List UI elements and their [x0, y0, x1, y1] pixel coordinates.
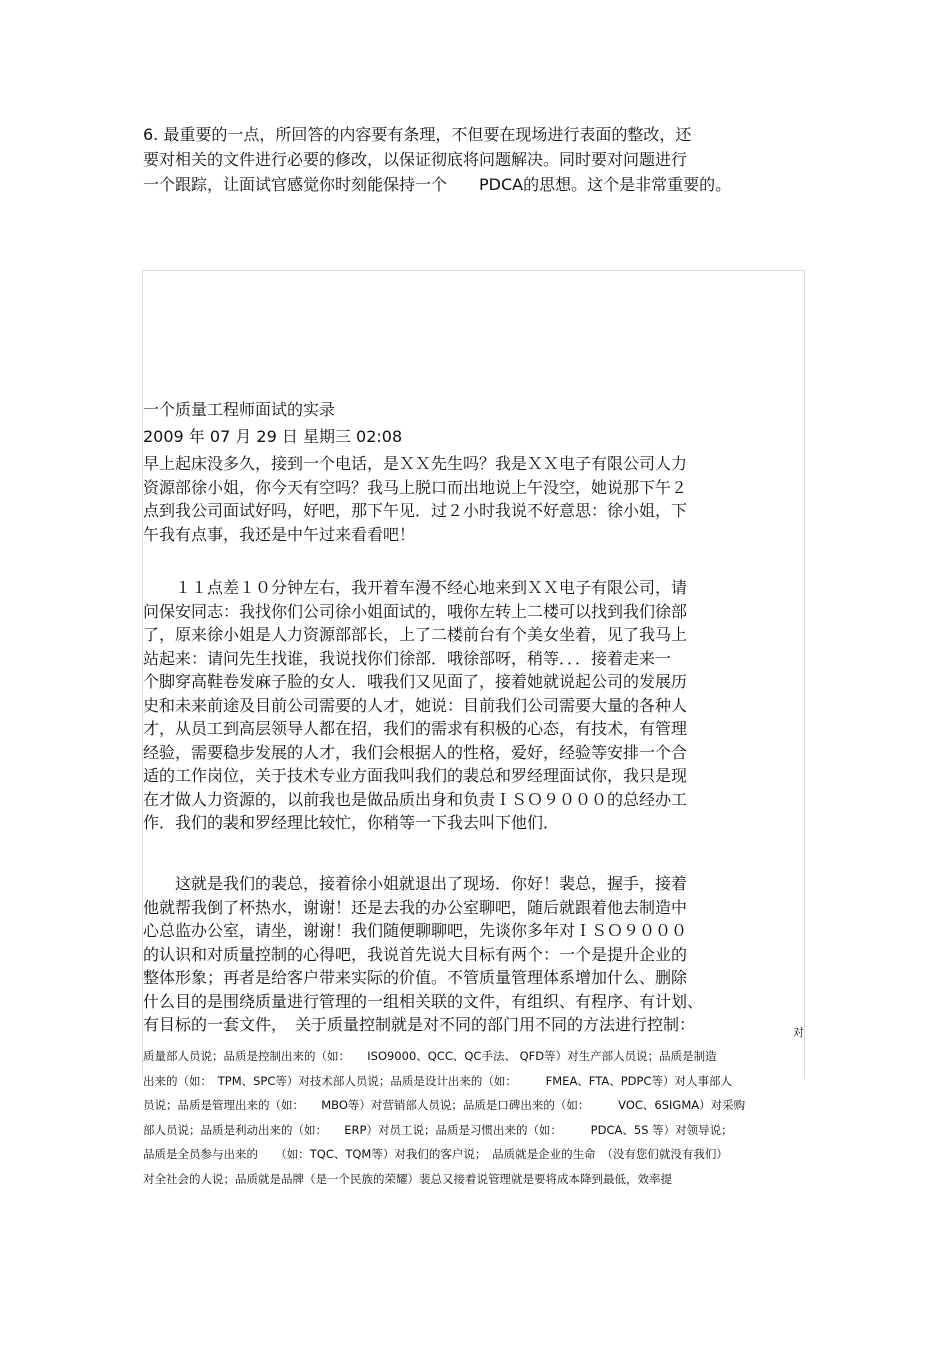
intro-line: 要对相关的文件进行必要的修改，以保证彻底将问题解决。同时要对问题进行: [143, 150, 688, 169]
article-paragraph-2: [143, 576, 763, 835]
paragraph-line: 适的工作岗位，关于技术专业方面我叫我们的裴总和罗经理面试你，我只是现: [143, 766, 688, 785]
article-datetime: 2009 年 07 月 29 日 星期三 02:08: [143, 427, 403, 446]
paragraph-line: 在才做人力资源的，以前我也是做品质出身和负责ＩＳＯ９０００的总经办工: [143, 789, 688, 809]
paragraph-line: 心总监办公室，请坐，谢谢！我们随便聊聊吧，先谈你多年对ＩＳＯ９０００: [143, 921, 688, 940]
intro-paragraph: [143, 122, 783, 197]
small-text-line: 部人员说；品质是利动出来的（如： ERP）对员工说；品质是习惯出来的（如： PDCA、5S 等）对领导说；: [143, 1122, 733, 1137]
paragraph-line: 个脚穿高鞋卷发麻子脸的女人．哦我们又见面了，接着她就说起公司的发展历: [143, 672, 688, 691]
paragraph-line: 了，原来徐小姐是人力资源部部长，上了二楼前台有个美女坐着，见了我马上: [143, 625, 688, 644]
paragraph-line: 点到我公司面试好吗，好吧，那下午见．过２小时我说不好意思：徐小姐，下: [143, 501, 688, 520]
small-text-line: 品质是全员参与出来的 （如：TQC、TQM等）对我们的客户说； 品质就是企业的生命 （没有您们就没有我们）: [143, 1147, 728, 1161]
intro-line: 一个跟踪，让面试官感觉你时刻能保持一个 PDCA的思想。这个是非常重要的。: [143, 175, 732, 194]
paragraph-line: １１点差１０分钟左右，我开着车漫不经心地来到ＸＸ电子有限公司，请: [143, 578, 688, 597]
paragraph-line: 的认识和对质量控制的心得吧，我说首先说大目标有两个：一个是提升企业的: [143, 944, 688, 964]
paragraph-line: 有目标的一套文件， 关于质量控制就是对不同的部门用不同的方法进行控制：: [143, 1015, 696, 1034]
paragraph-line: 他就帮我倒了杯热水，谢谢！还是去我的办公室聊吧，随后就跟着他去制造中: [143, 897, 688, 917]
paragraph-line: 什么目的是围绕质量进行管理的一组相关联的文件，有组织、有程序、有计划、: [143, 991, 704, 1011]
quality-list-paragraph: [143, 1044, 823, 1191]
paragraph-line: 才，从员工到高层领导人都在招，我们的需求有积极的心态，有技术，有管理: [143, 719, 688, 738]
small-text-line: 质量部人员说；品质是控制出来的（如： ISO9000、QCC、QC手法、 QFD等）对生产部人员说；品质是制造: [143, 1049, 717, 1063]
line-continuation-marker: 对: [793, 1026, 804, 1039]
paragraph-line: 资源部徐小姐，你今天有空吗？我马上脱口而出地说上午没空，她说那下午２: [143, 477, 688, 497]
article-title: 一个质量工程师面试的实录: [143, 400, 336, 419]
paragraph-line: 作．我们的裴和罗经理比较忙，你稍等一下我去叫下他们．: [143, 813, 560, 832]
paragraph-line: 经验，需要稳步发展的人才，我们会根据人的性格，爱好，经验等安排一个合: [143, 742, 688, 762]
article-paragraph-1: [143, 452, 763, 546]
paragraph-line: 史和未来前途及目前公司需要的人才，她说：目前我们公司需要大量的各种人: [143, 695, 688, 715]
small-text-line: 对全社会的人说；品质就是品牌（是一个民族的荣耀）裴总又接着说管理就是要将成本降到最低，效率提: [143, 1171, 672, 1186]
paragraph-line: 站起来：请问先生找谁，我说找你们徐部．哦徐部呀，稍等．．．接着走来一: [143, 648, 672, 668]
paragraph-line: 整体形象；再者是给客户带来实际的价值。不管质量管理体系增加什么、删除: [143, 968, 688, 987]
paragraph-line: 早上起床没多久，接到一个电话，是ＸＸ先生吗？我是ＸＸ电子有限公司人力: [143, 454, 688, 473]
paragraph-line: 问保安同志：我找你们公司徐小姐面试的，哦你左转上二楼可以找到我们徐部: [143, 601, 688, 621]
small-text-line: 出来的（如： TPM、SPC等）对技术部人员说；品质是设计出来的（如： FMEA、FTA、PDPC等）对人事部人: [143, 1073, 732, 1088]
small-text-line: 员说；品质是管理出来的（如： MBO等）对营销部人员说；品质是口碑出来的（如： VOC、6SIGMA）对采购: [143, 1098, 746, 1112]
paragraph-line: 这就是我们的裴总，接着徐小姐就退出了现场．你好！裴总，握手，接着: [143, 874, 688, 893]
article-paragraph-3: [143, 872, 763, 1037]
intro-line: 6. 最重要的一点，所回答的内容要有条理，不但要在现场进行表面的整改，还: [143, 125, 692, 144]
paragraph-line: 午我有点事，我还是中午过来看看吧！: [143, 524, 416, 544]
